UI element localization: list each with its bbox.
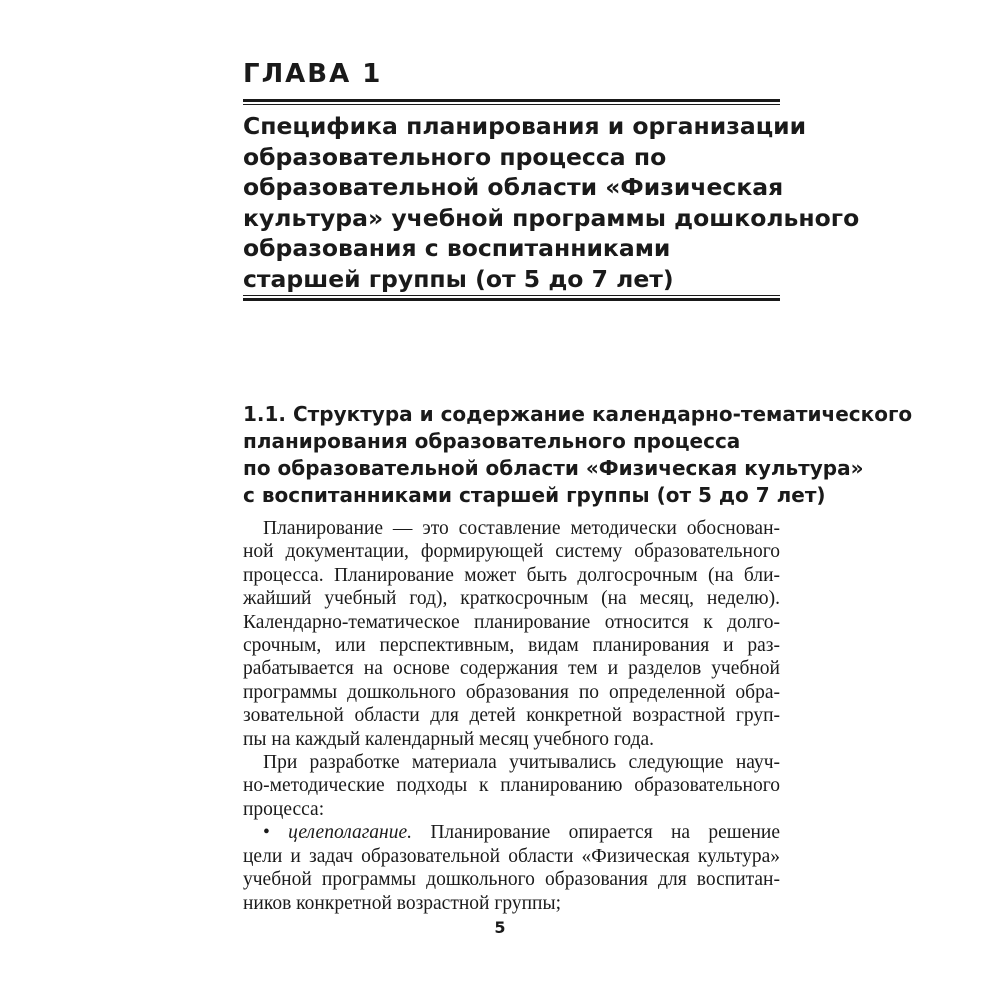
section-title-line: с воспитанниками старшей группы (от 5 до 7 лет)	[243, 483, 826, 507]
body-line: Планирование — это составление методически обоснован-	[263, 518, 780, 539]
paragraph-2	[243, 751, 780, 821]
body-line: зовательной области для детей конкретной возрастной груп-	[243, 705, 780, 727]
body-line: учебной программы дошкольного образования для воспитан-	[243, 869, 780, 891]
body-line: процесса:	[243, 798, 325, 820]
page-number: 5	[494, 918, 506, 937]
body-line: цели и задач образовательной области «Физическая культура»	[243, 845, 780, 867]
body-line: но-методические подходы к планированию образовательного	[243, 775, 780, 797]
body-line: Календарно-тематическое планирование относится к долго-	[243, 611, 780, 633]
chapter-title-line: старшей группы (от 5 до 7 лет)	[243, 264, 674, 293]
rule-top	[243, 99, 780, 105]
paragraph-1	[243, 517, 780, 751]
section-title-line: по образовательной области «Физическая культура»	[243, 456, 864, 480]
chapter-title-line: Специфика планирования и организации	[243, 112, 807, 140]
body-line: программы дошкольного образования по определенной обра-	[243, 681, 780, 703]
body-line: рабатывается на основе содержания тем и разделов учебной	[243, 658, 780, 680]
section-title-line: 1.1. Структура и содержание календарно-тематического	[243, 402, 913, 426]
body-line: ной документации, формирующей систему образовательного	[243, 541, 780, 563]
body-line: жайший учебный год), краткосрочным (на месяц, неделю).	[243, 588, 780, 610]
body-line: При разработке материала учитывались следующие науч-	[263, 752, 780, 774]
body-line: ников конкретной возрастной группы;	[243, 892, 561, 914]
bullet-item	[243, 821, 780, 915]
section-title	[243, 401, 913, 509]
chapter-title-line: культура» учебной программы дошкольного	[243, 203, 860, 232]
body-line: срочным, или перспективным, видам планирования и раз-	[243, 635, 780, 657]
chapter-title-line: образовательного процесса по	[243, 142, 667, 171]
body-line: пы на каждый календарный месяц учебного года.	[243, 728, 655, 750]
bullet-first-rest: Планирование опирается на решение	[412, 822, 780, 844]
bullet-term: целеполагание.	[288, 822, 413, 844]
body-line: процесса. Планирование может быть долгосрочным (на бли-	[243, 564, 780, 586]
bullet-marker: •	[263, 822, 270, 844]
chapter-title-line: образования с воспитанниками	[243, 234, 671, 262]
chapter-title-line: образовательной области «Физическая	[243, 173, 784, 201]
chapter-label: ГЛАВА 1	[243, 59, 383, 89]
section-title-line: планирования образовательного процесса	[243, 429, 741, 453]
chapter-title	[243, 111, 860, 294]
body-text	[243, 517, 780, 915]
rule-bottom	[243, 295, 780, 301]
bullet-first-line	[243, 821, 780, 844]
